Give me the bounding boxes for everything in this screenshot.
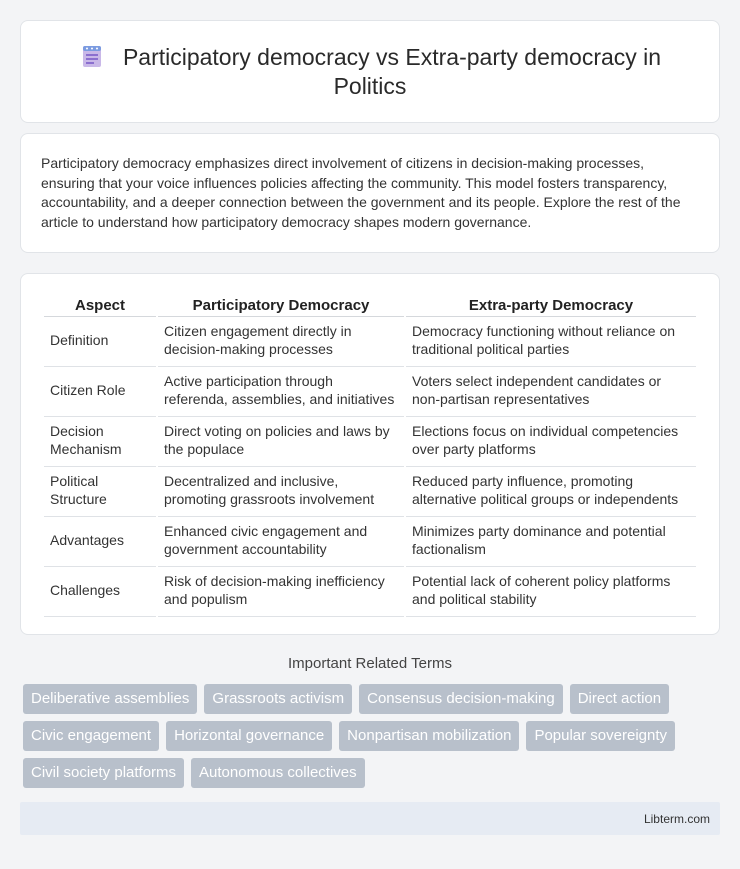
table-row	[44, 467, 696, 517]
cell-participatory: Risk of decision-making inefficiency and populism	[158, 567, 404, 617]
term-tag[interactable]: Grassroots activism	[204, 684, 352, 714]
cell-aspect: Decision Mechanism	[44, 417, 156, 467]
cell-aspect: Political Structure	[44, 467, 156, 517]
table-row	[44, 517, 696, 567]
header-participatory: Participatory Democracy	[158, 294, 404, 317]
cell-participatory: Enhanced civic engagement and government accountability	[158, 517, 404, 567]
title-card	[20, 20, 720, 123]
page-title-wrap	[51, 43, 689, 101]
term-tag[interactable]: Nonpartisan mobilization	[339, 721, 519, 751]
cell-participatory: Citizen engagement directly in decision-making processes	[158, 317, 404, 367]
cell-extra-party: Democracy functioning without reliance on traditional political parties	[406, 317, 696, 367]
footer-site-link[interactable]: Libterm.com	[643, 811, 710, 826]
term-tag[interactable]: Horizontal governance	[166, 721, 332, 751]
cell-extra-party: Potential lack of coherent policy platforms and political stability	[406, 567, 696, 617]
table-row	[44, 317, 696, 367]
term-tag[interactable]: Direct action	[570, 684, 669, 714]
table-header-row	[44, 294, 696, 317]
term-tag[interactable]: Deliberative assemblies	[23, 684, 197, 714]
term-tag[interactable]: Popular sovereignty	[526, 721, 675, 751]
table-row	[44, 417, 696, 467]
related-terms-section	[20, 655, 720, 788]
cell-aspect: Definition	[44, 317, 156, 367]
intro-card	[20, 133, 720, 253]
term-tag[interactable]: Consensus decision-making	[359, 684, 563, 714]
cell-aspect: Challenges	[44, 567, 156, 617]
page-title: Participatory democracy vs Extra-party democracy in Politics	[122, 43, 662, 99]
document-icon	[79, 43, 105, 69]
term-tag[interactable]: Civic engagement	[23, 721, 159, 751]
cell-participatory: Direct voting on policies and laws by the populace	[158, 417, 404, 467]
cell-participatory: Active participation through referenda, assemblies, and initiatives	[158, 367, 404, 417]
comparison-card	[20, 273, 720, 635]
cell-aspect: Citizen Role	[44, 367, 156, 417]
cell-extra-party: Minimizes party dominance and potential factionalism	[406, 517, 696, 567]
table-row	[44, 567, 696, 617]
comparison-table	[42, 294, 698, 617]
cell-participatory: Decentralized and inclusive, promoting grassroots involvement	[158, 467, 404, 517]
intro-text: Participatory democracy emphasizes direct involvement of citizens in decision-making processes, ensuring that your voice influences policies affecting the community. This model fosters transparency, accountability, and a deeper connection between the government and its people. Explore the rest of the article to understand how participatory democracy shapes modern governance.	[41, 155, 681, 230]
term-tag[interactable]: Civil society platforms	[23, 758, 184, 788]
term-tag[interactable]: Autonomous collectives	[191, 758, 365, 788]
related-terms-heading: Important Related Terms	[288, 655, 452, 672]
related-terms-tags	[20, 684, 720, 788]
cell-extra-party: Voters select independent candidates or non-partisan representatives	[406, 367, 696, 417]
cell-aspect: Advantages	[44, 517, 156, 567]
table-row	[44, 367, 696, 417]
footer	[20, 802, 720, 835]
header-aspect: Aspect	[44, 294, 156, 317]
cell-extra-party: Elections focus on individual competencies over party platforms	[406, 417, 696, 467]
header-extra-party: Extra-party Democracy	[406, 294, 696, 317]
cell-extra-party: Reduced party influence, promoting alternative political groups or independents	[406, 467, 696, 517]
